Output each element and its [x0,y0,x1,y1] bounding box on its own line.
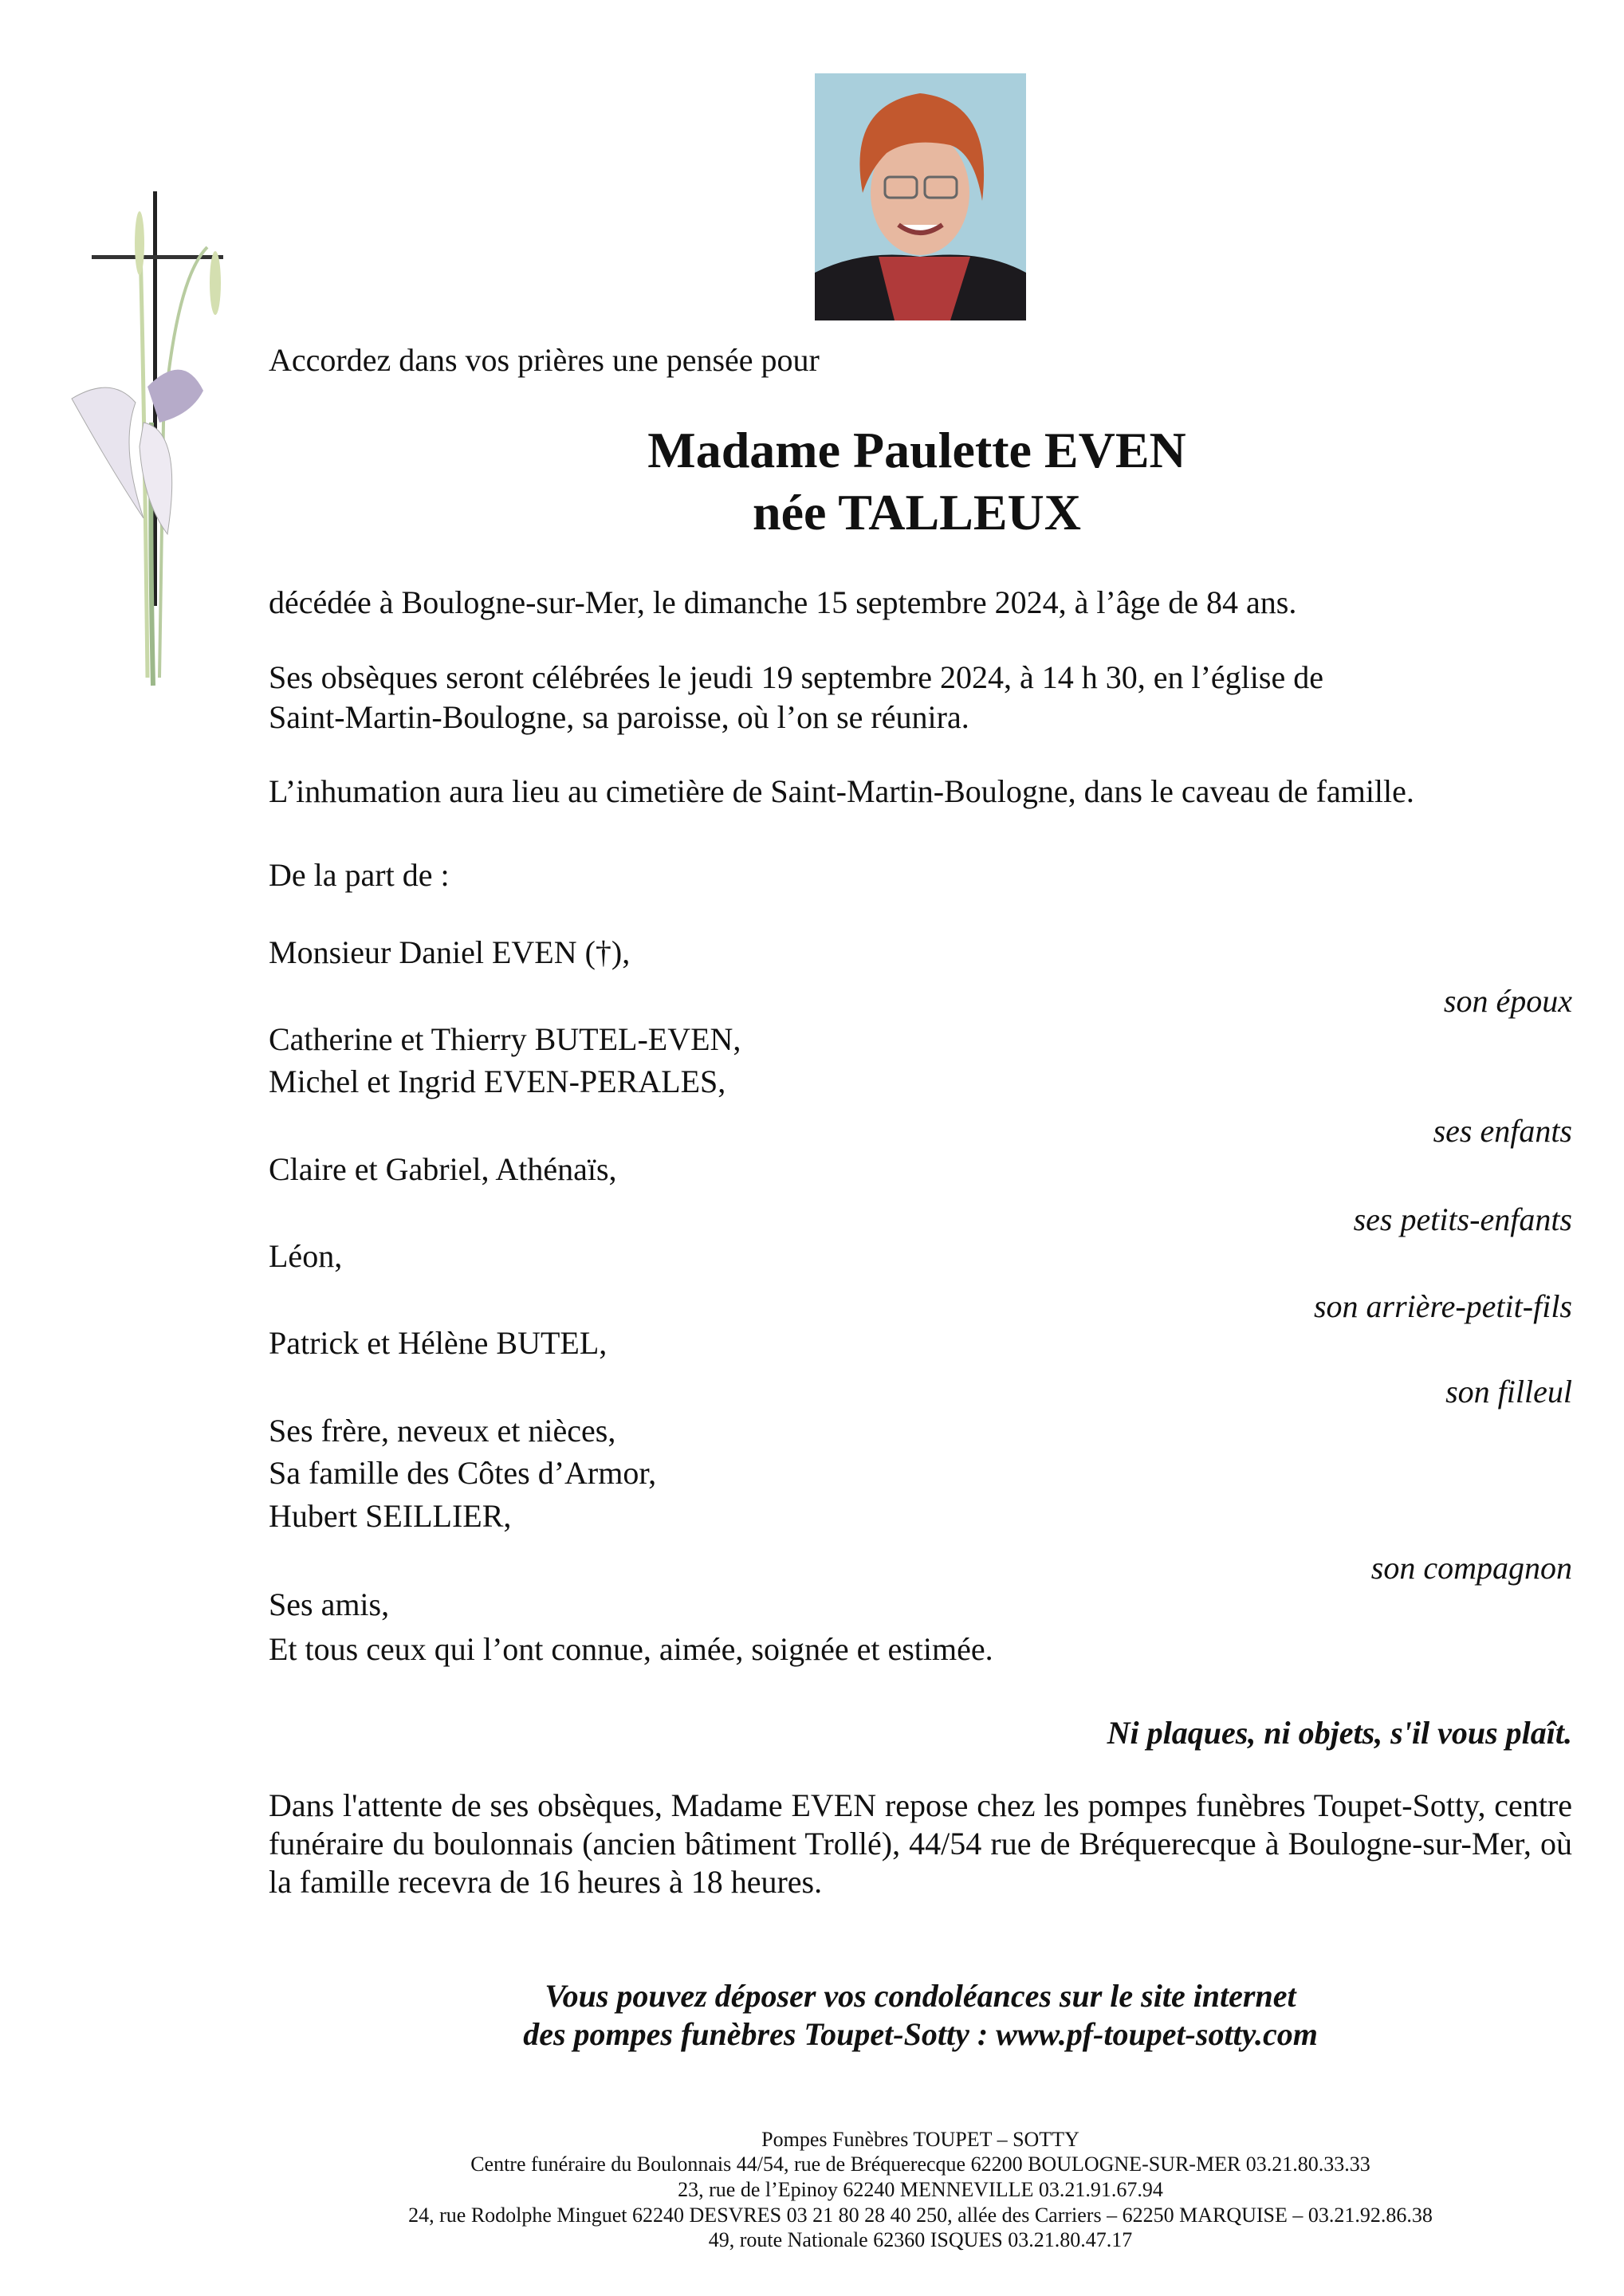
maiden-name [0,482,1624,543]
family-name: Catherine et Thierry BUTEL-EVEN, [269,1021,741,1057]
footer-line: 24, rue Rodolphe Minguet 62240 DESVRES 03 21 80 28 40 250, allée des Carriers – 62250 MARQUISE – 03.21.92.86.38 [408,2204,1433,2227]
family-relation: ses petits-enfants [1353,1201,1572,1237]
name-line: Madame Paulette EVEN [647,422,1186,478]
funeral-line-2: Saint-Martin-Boulogne, sa paroisse, où l’on se réunira. [269,699,969,735]
condolences-line-2: des pompes funèbres Toupet-Sotty : www.pf-toupet-sotty.com [523,2016,1318,2052]
family-name: Hubert SEILLIER, [269,1498,512,1534]
footer-line: Pompes Funèbres TOUPET – SOTTY [761,2128,1079,2151]
footer-line: 23, rue de l’Epinoy 62240 MENNEVILLE 03.21.91.67.94 [678,2178,1163,2201]
funeral-line-1: Ses obsèques seront célébrées le jeudi 19 septembre 2024, à 14 h 30, en l’église de [269,659,1323,695]
family-name: Patrick et Hélène BUTEL, [269,1325,608,1361]
family-name: Ses amis, [269,1586,390,1622]
family-name: Claire et Gabriel, Athénaïs, [269,1151,617,1187]
family-name: Sa famille des Côtes d’Armor, [269,1455,657,1491]
family-name: Ses frère, neveux et nièces, [269,1413,616,1449]
portrait-photo [815,73,1026,320]
deceased-name [0,420,1624,481]
family-name: Monsieur Daniel EVEN (†), [269,934,631,970]
family-relation: son compagnon [1370,1550,1572,1586]
no-flowers-notice: Ni plaques, ni objets, s'il vous plaît. [1107,1715,1572,1751]
death-notice: décédée à Boulogne-sur-Mer, le dimanche 15 septembre 2024, à l’âge de 84 ans. [269,584,1297,620]
family-name: Michel et Ingrid EVEN-PERALES, [269,1063,726,1099]
family-name: Léon, [269,1238,343,1274]
family-relation: son époux [1443,983,1572,1019]
family-relation: son filleul [1445,1374,1572,1409]
condolences-line-1: Vous pouvez déposer vos condoléances sur le site internet [545,1978,1296,2014]
footer-line: Centre funéraire du Boulonnais 44/54, rue de Bréquerecque 62200 BOULOGNE-SUR-MER 03.21.80.33.33 [470,2152,1370,2176]
from-label: De la part de : [269,857,450,893]
burial-text: L’inhumation aura lieu au cimetière de Saint-Martin-Boulogne, dans le caveau de famille. [269,773,1414,809]
footer-line: 49, route Nationale 62360 ISQUES 03.21.80.47.17 [708,2228,1133,2251]
family-relation: son arrière-petit-fils [1313,1288,1572,1324]
family-name: Et tous ceux qui l’ont connue, aimée, soignée et estimée. [269,1631,993,1667]
rest-notice: Dans l'attente de ses obsèques, Madame EVEN repose chez les pompes funèbres Toupet-Sotty, centre funéraire du boulonnais (ancien bâtiment Trollé), 44/54 rue de Bréquerecque à Boulogne-sur-Mer, où la famille recevra de 16 heures à 18 heures. [269,1787,1572,1900]
family-relation: ses enfants [1433,1113,1572,1149]
maiden-name-line: née TALLEUX [753,484,1081,541]
intro-text: Accordez dans vos prières une pensée pour [269,342,820,378]
